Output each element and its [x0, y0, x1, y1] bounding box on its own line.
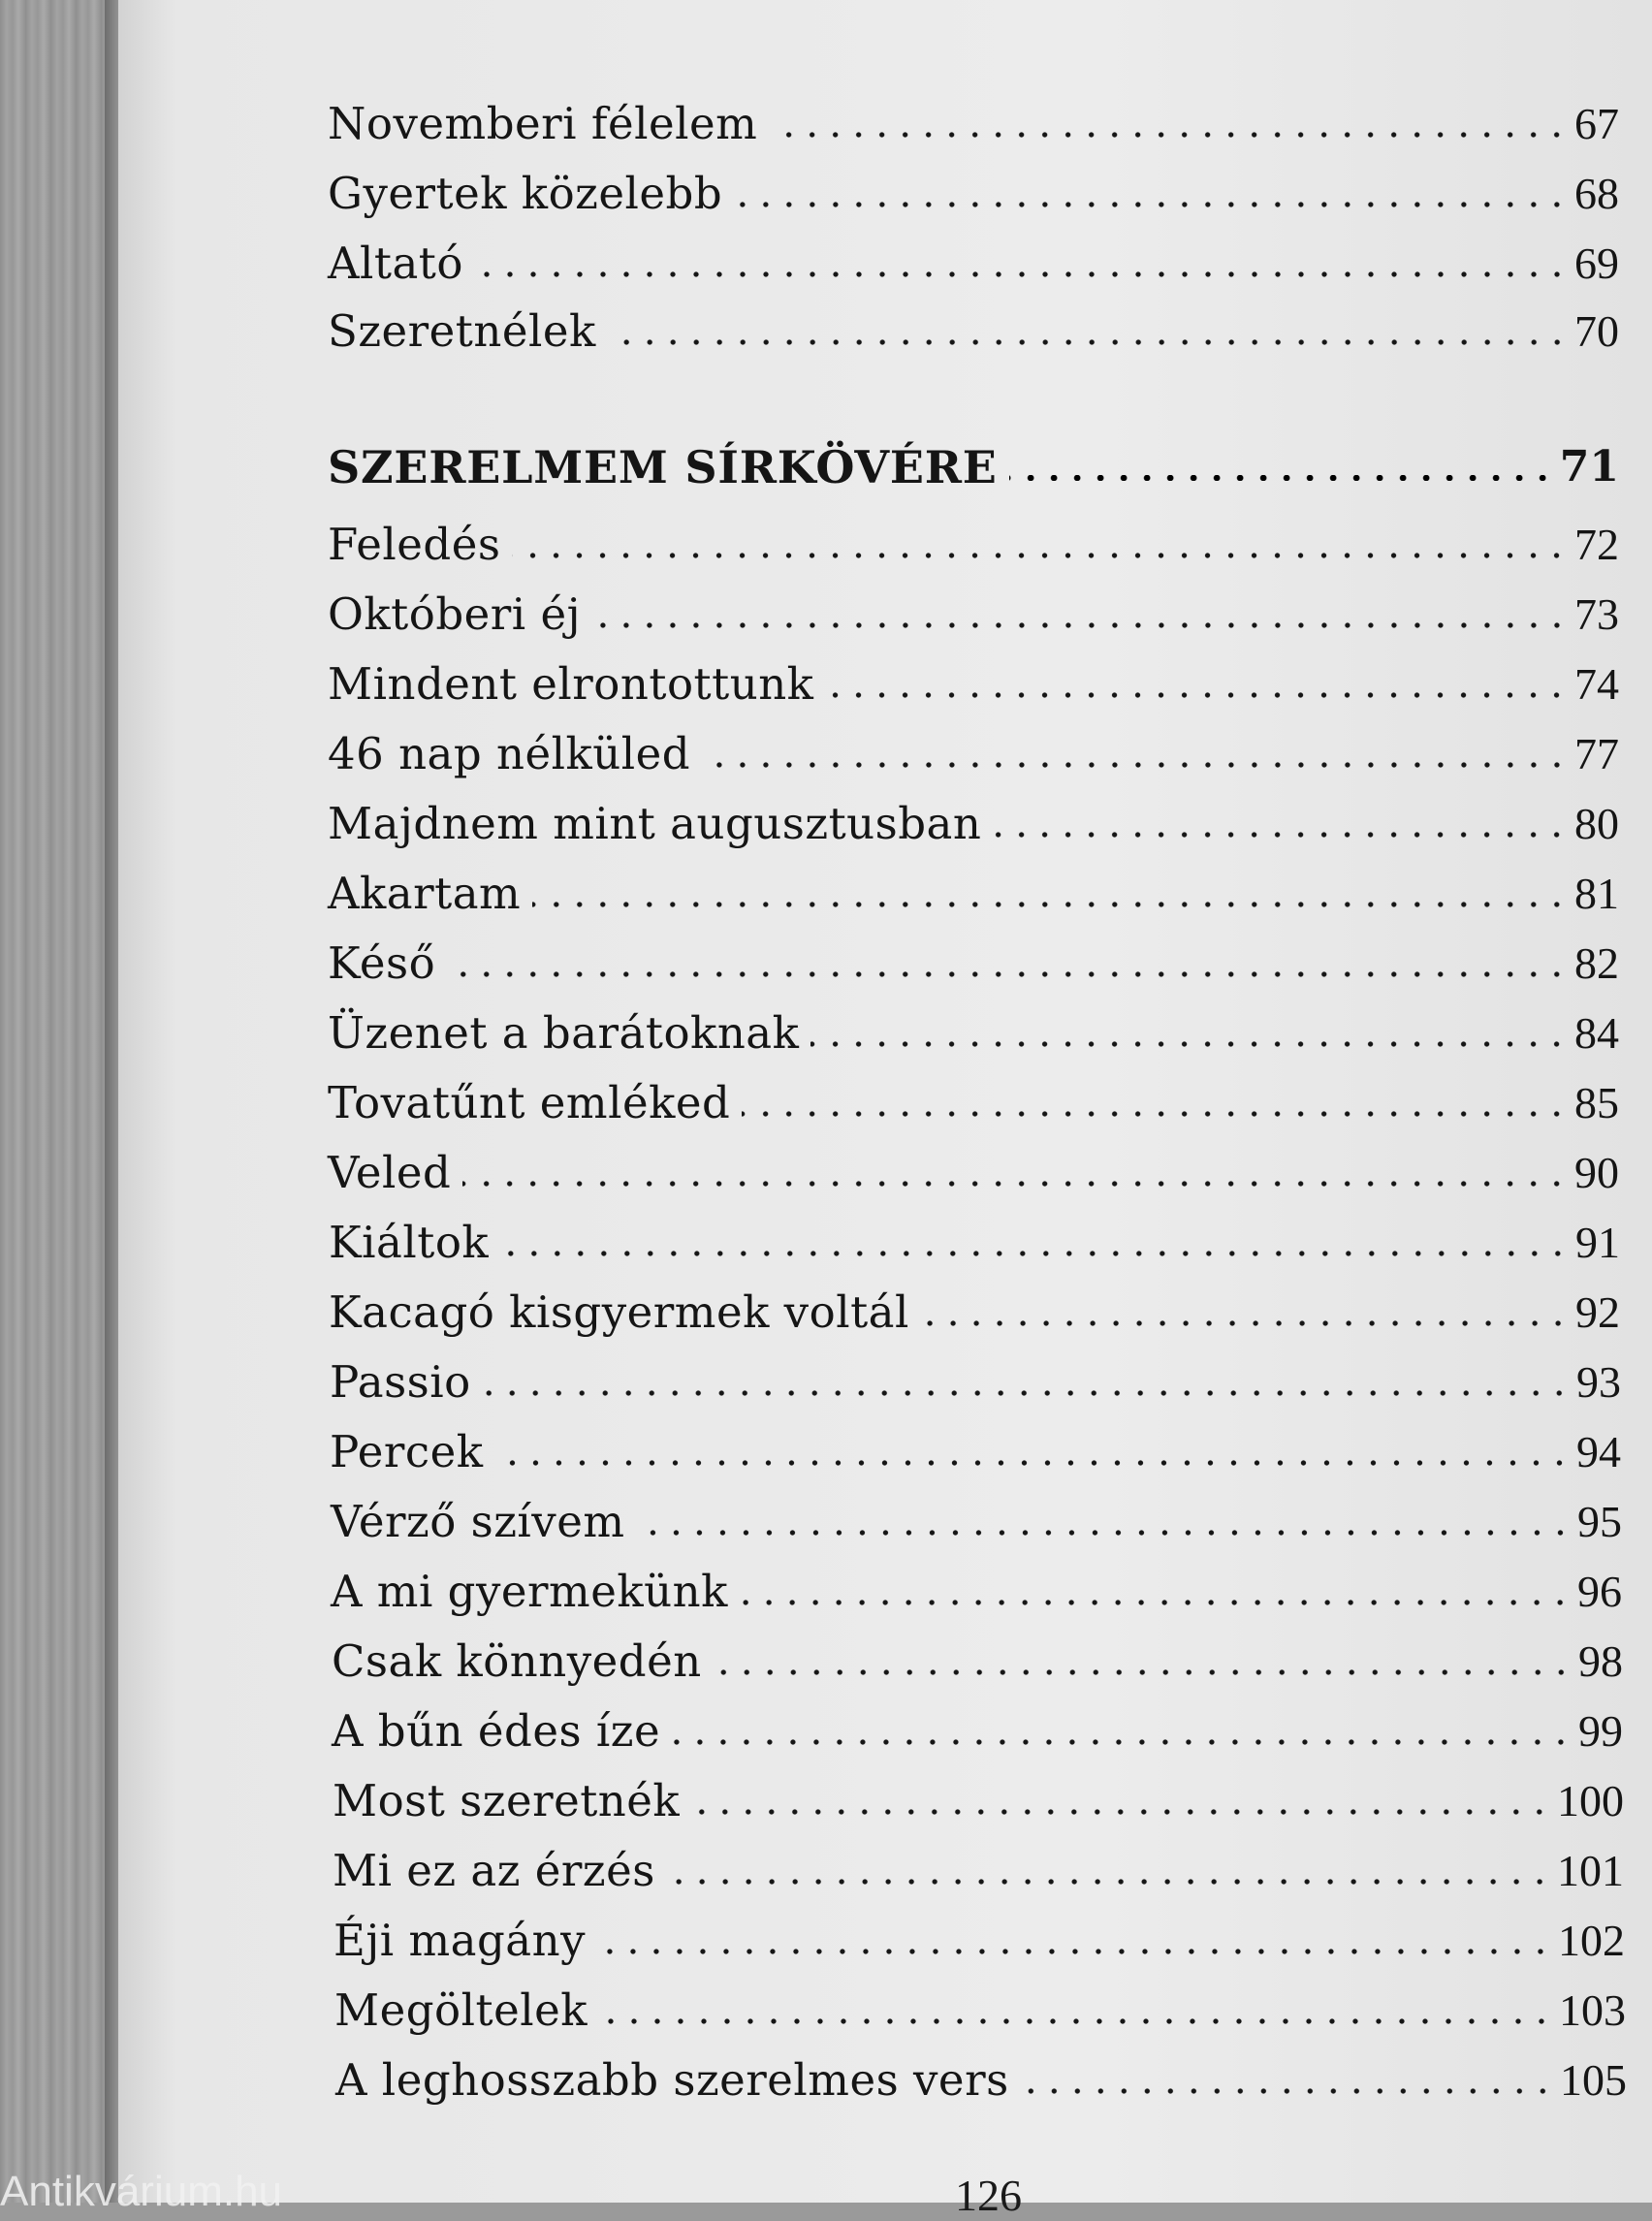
toc-entry — [328, 653, 1619, 715]
toc-entry — [332, 1631, 1623, 1693]
toc-entry — [328, 863, 1619, 925]
toc-entry-title: Üzenet a barátoknak — [328, 1007, 800, 1059]
dot-leader — [825, 692, 1569, 698]
dot-leader — [608, 339, 1569, 345]
dot-leader — [691, 1809, 1551, 1815]
section-page: 71 — [1559, 442, 1619, 492]
toc-entry-page: 98 — [1578, 1636, 1623, 1686]
dot-leader — [1009, 475, 1554, 481]
dot-leader — [599, 2018, 1553, 2024]
toc-entry-title: Kacagó kisgyermek voltál — [329, 1286, 909, 1338]
toc-entry-page: 102 — [1558, 1916, 1625, 1965]
toc-entry-page: 93 — [1576, 1357, 1621, 1407]
toc-entry-page: 73 — [1574, 589, 1619, 639]
toc-entry-title: Kiáltok — [329, 1217, 490, 1268]
dot-leader — [742, 1111, 1569, 1117]
toc-entry-page: 69 — [1574, 238, 1619, 288]
toc-entry — [329, 1212, 1620, 1274]
toc-entry — [331, 1561, 1622, 1623]
watermark: Antikvárium.hu — [0, 2168, 283, 2215]
toc-entry-title: Mindent elrontottunk — [328, 658, 814, 710]
toc-entry — [328, 233, 1619, 295]
toc-entry-page: 105 — [1560, 2055, 1627, 2105]
toc-entry-page: 67 — [1574, 99, 1619, 148]
toc-entry — [332, 1700, 1623, 1762]
toc-entry-title: Altató — [328, 238, 463, 289]
toc-entry-title: Vérző szívem — [331, 1496, 625, 1547]
toc-entry-title: Tovatűnt emléked — [328, 1077, 731, 1128]
toc-section-heading — [328, 436, 1619, 498]
dot-leader — [921, 1320, 1570, 1326]
dot-leader — [500, 1251, 1570, 1256]
toc-entry — [330, 1421, 1621, 1483]
dot-leader — [667, 1879, 1551, 1885]
toc-entry — [331, 1491, 1622, 1553]
toc-entry-title: 46 nap nélküled — [328, 728, 691, 779]
toc-entry-page: 95 — [1577, 1497, 1622, 1546]
toc-entry-title: Októberi éj — [328, 588, 582, 640]
dot-leader — [740, 1600, 1572, 1605]
toc-entry — [333, 1840, 1624, 1902]
toc-entry-page: 96 — [1577, 1567, 1622, 1616]
toc-entry-page: 74 — [1574, 659, 1619, 709]
toc-entry — [328, 1072, 1619, 1134]
toc-entry-page: 103 — [1559, 1985, 1626, 2035]
toc-entry-title: Akartam — [328, 868, 522, 919]
toc-entry-page: 81 — [1574, 869, 1619, 918]
toc-entry-title: Éji magány — [334, 1915, 587, 1966]
toc-entry — [328, 933, 1619, 995]
toc-entry-title: Gyertek közelebb — [328, 168, 723, 219]
dot-leader — [475, 271, 1569, 277]
toc-entry-page: 92 — [1575, 1287, 1620, 1337]
toc-entry-title: A mi gyermekünk — [331, 1566, 728, 1617]
dot-leader — [769, 132, 1569, 138]
dot-leader — [993, 832, 1569, 838]
toc-entry-title: Percek — [330, 1426, 484, 1477]
toc-entry — [330, 1351, 1621, 1413]
toc-entry — [333, 1770, 1624, 1832]
toc-entry-page: 77 — [1574, 729, 1619, 778]
toc-entry — [328, 723, 1619, 785]
dot-leader — [532, 902, 1569, 907]
toc-entry-title: Majdnem mint augusztusban — [328, 798, 982, 849]
toc-entry — [328, 1002, 1619, 1064]
dot-leader — [512, 553, 1569, 558]
toc-entry-title: Késő — [328, 937, 436, 989]
toc-entry-page: 94 — [1576, 1427, 1621, 1476]
toc-entry — [329, 1282, 1620, 1344]
toc-entry-page: 101 — [1557, 1846, 1624, 1895]
toc-entry-page: 100 — [1557, 1776, 1624, 1825]
toc-entry-title: Megöltelek — [334, 1984, 588, 2036]
toc-entry-page: 68 — [1574, 169, 1619, 218]
toc-entry-page: 70 — [1574, 306, 1619, 356]
toc-entry — [328, 584, 1619, 646]
dot-leader — [672, 1739, 1573, 1745]
toc-entry-title: Csak könnyedén — [332, 1635, 702, 1687]
section-title: SZERELMEM SÍRKÖVÉRE — [328, 441, 998, 493]
dot-leader — [714, 1669, 1573, 1675]
dot-leader — [483, 1390, 1571, 1396]
dot-leader — [592, 622, 1569, 628]
dot-leader — [462, 1181, 1569, 1187]
toc-entry-title: Feledés — [328, 519, 501, 570]
dot-leader — [702, 762, 1569, 768]
toc-entry — [328, 1142, 1619, 1204]
toc-entry-title: A leghosszabb szerelmes vers — [335, 2054, 1009, 2106]
dot-leader — [597, 1949, 1552, 1954]
toc-entry — [328, 163, 1619, 225]
dot-leader — [1021, 2088, 1554, 2094]
toc-entry — [335, 2049, 1627, 2111]
dot-leader — [810, 1041, 1569, 1047]
toc-entry-title: Passio — [330, 1356, 471, 1408]
page-number: 126 — [955, 2171, 1022, 2220]
toc-entry-title: Mi ez az érzés — [333, 1845, 655, 1896]
toc-entry-page: 90 — [1574, 1148, 1619, 1197]
toc-entry-title: Novemberi félelem — [328, 98, 758, 149]
toc-entry-page: 85 — [1574, 1078, 1619, 1127]
toc-entry-page: 84 — [1574, 1008, 1619, 1058]
toc-entry — [334, 1980, 1626, 2042]
dot-leader — [495, 1460, 1571, 1466]
toc-entry-title: Most szeretnék — [333, 1775, 681, 1826]
toc-entry — [328, 514, 1619, 576]
toc-entry-title: Szeretnélek — [328, 305, 596, 357]
toc-entry-page: 72 — [1574, 520, 1619, 569]
toc-entry-page: 91 — [1575, 1218, 1620, 1267]
toc-entry-page: 99 — [1578, 1706, 1623, 1756]
toc-entry-title: A bűn édes íze — [332, 1705, 661, 1757]
toc-entry — [328, 301, 1619, 363]
dot-leader — [734, 202, 1569, 207]
toc-entry — [334, 1910, 1625, 1972]
toc-entry — [328, 93, 1619, 155]
toc-entry-page: 82 — [1574, 938, 1619, 988]
toc-entry — [328, 793, 1619, 855]
toc-entry-page: 80 — [1574, 799, 1619, 848]
toc-entry-title: Veled — [328, 1147, 452, 1198]
dot-leader — [637, 1530, 1572, 1536]
dot-leader — [447, 971, 1569, 977]
